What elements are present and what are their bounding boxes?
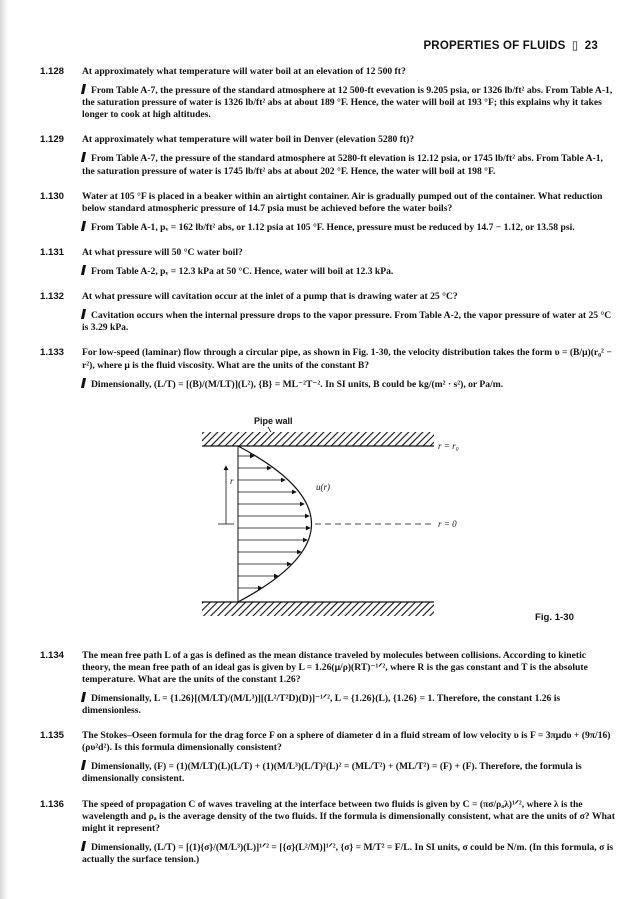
solution-marker-icon	[81, 152, 86, 162]
answer-text: From Table A-1, pᵥ = 162 lb/ft² abs, or 1.12 psia at 105 °F. Hence, pressure must be reduced by 14.7 − 1.12, or 13.58 psi.	[91, 221, 575, 233]
problem-answer	[82, 378, 615, 391]
solution-marker-icon	[81, 760, 86, 770]
solution-marker-icon	[81, 378, 86, 388]
solution-marker-icon	[81, 692, 86, 702]
problem-question: The mean free path L of a gas is defined as the mean distance traveled by molecules between collisions. According to kinetic theory, the mean free path of an ideal gas is given by L = 1.26(μ/ρ)(RT)⁻¹ᐟ², where R is the gas constant and T is the absolute temperature. What are the units of the constant 1.26?	[82, 649, 588, 685]
problem-question: For low-speed (laminar) flow through a circular pipe, as shown in Fig. 1-30, the velocity distribution takes the form υ = (B/μ)(r₀² − r²), where μ is the fluid viscosity. What are the units of the constant B?	[82, 347, 612, 371]
problem-answer	[82, 265, 615, 278]
answer-text: Dimensionally, (F) = (1)(M/LT)(L)(L/T) + (1)(M/L³)(L/T)²(L)² = (ML/T²) + (ML/T²) = (F) + (F). Therefore, the formula is dimensionally consistent.	[82, 761, 582, 785]
problem	[40, 247, 615, 278]
problem-number: 1.135	[40, 730, 65, 742]
pipe-flow-diagram	[40, 404, 615, 636]
center-radius-label: r = 0	[438, 518, 457, 529]
answer-text: From Table A-7, the pressure of the standard atmosphere at 12 500-ft evevation is 9.205 psia, or 1326 lb/ft² abs. From Table A-1, the saturation pressure of water is 1326 lb/ft² abs at about 189 °F. Hence, the water will boil at 193 °F; this explains why it takes longer to cook at high altitudes.	[82, 85, 613, 121]
solution-marker-icon	[81, 265, 86, 275]
problem-question: The Stokes–Oseen formula for the drag force F on a sphere of diameter d in a fluid stream of low velocity υ is F = 3πμdυ + (9π/16)(ρυ²d²). Is this formula dimensionally consistent?	[82, 730, 611, 754]
problem	[40, 650, 615, 717]
problem	[40, 291, 615, 334]
problem	[40, 191, 615, 234]
answer-text: From Table A-2, pᵥ = 12.3 kPa at 50 °C. Hence, water will boil at 12.3 kPa.	[91, 266, 394, 278]
problem-question: Water at 105 °F is placed in a beaker within an airtight container. Air is gradually pumped out of the container. What reduction below standard atmospheric pressure of 14.7 psia must be achieved before the water boils?	[82, 190, 603, 214]
solution-marker-icon	[81, 309, 86, 319]
upper-pipe-wall	[202, 432, 434, 446]
page-header	[423, 38, 598, 52]
problem-question: The speed of propagation C of waves traveling at the interface between two fluids is given by C = (πσ/ρₐλ)¹ᐟ², where λ is the wavelength and ρₐ is the average density of the two fluids. If the formula is dimensionally consistent, what are the units of σ? What might it represent?	[82, 798, 615, 834]
problem-answer	[82, 760, 615, 785]
solution-marker-icon	[81, 84, 86, 94]
pipe-wall-label: Pipe wall	[254, 415, 293, 426]
problem	[40, 134, 615, 177]
velocity-label: u(r)	[316, 481, 330, 492]
running-title: PROPERTIES OF FLUIDS	[423, 40, 566, 52]
answer-text: Cavitation occurs when the internal pressure drops to the vapor pressure. From Table A-2, the vapor pressure of water at 25 °C is 3.29 kPa.	[82, 310, 612, 334]
problems-section	[40, 66, 615, 879]
problem-question: At approximately what temperature will water boil at an elevation of 12 500 ft?	[82, 66, 406, 77]
problem-answer	[82, 692, 615, 717]
problem-number: 1.133	[40, 347, 65, 359]
page-number: 23	[584, 40, 598, 52]
problem	[40, 66, 615, 121]
problem-number: 1.128	[40, 66, 65, 77]
problem-answer	[82, 84, 615, 121]
lower-pipe-wall	[202, 602, 434, 616]
figure-caption: Fig. 1-30	[535, 611, 574, 623]
header-separator-icon: ▯	[571, 40, 579, 52]
answer-text: Dimensionally, (L/T) = [(B)/(M/LT)](L²), {B} = ML⁻²T⁻². In SI units, B could be kg/(m² · s²), or Pa/m.	[91, 378, 504, 390]
answer-text: From Table A-7, the pressure of the standard atmosphere at 5280-ft elevation is 12.12 psia, or 1745 lb/ft² abs. From Table A-1, the saturation pressure of water is 1745 lb/ft² abs at about 202 °F. Hence, the water will boil at 198 °F.	[82, 153, 603, 177]
answer-text: Dimensionally, (L/T) = [(1){σ}/(M/L³)(L)]¹ᐟ² = [{σ}(L²/M)]¹ᐟ², {σ} = M/T² = F/L. In SI units, σ could be N/m. (In this formula, σ is actually the surface tension.)	[82, 841, 614, 865]
wall-radius-label: r = r₀	[438, 440, 459, 451]
velocity-arrows	[238, 456, 310, 588]
solution-marker-icon	[81, 221, 86, 231]
pipe-flow-figure	[40, 404, 615, 636]
page-binding-edge	[0, 0, 8, 899]
solution-marker-icon	[81, 841, 86, 851]
radius-label: r	[230, 475, 234, 486]
problem-question: At what pressure will 50 °C water boil?	[82, 246, 243, 258]
problem-question: At what pressure will cavitation occur at the inlet of a pump that is drawing water at 25 °C?	[82, 291, 458, 303]
problem	[40, 799, 615, 866]
velocity-profile-curve	[238, 446, 312, 602]
problem-answer	[82, 152, 615, 177]
problem-answer	[82, 309, 615, 334]
problem-question: At approximately what temperature will water boil in Denver (elevation 5280 ft)?	[82, 134, 415, 146]
problem-number: 1.136	[40, 798, 65, 810]
problem-number: 1.131	[40, 246, 65, 258]
problem-number: 1.132	[40, 291, 65, 303]
problem	[40, 347, 615, 390]
problem-number: 1.134	[40, 649, 65, 661]
problem	[40, 730, 615, 785]
problem-answer	[82, 841, 615, 866]
problem-number: 1.130	[40, 190, 65, 202]
answer-text: Dimensionally, L = {1.26}[(M/LT)/(M/L³)][(L²/T²D)(D)]⁻¹ᐟ², L = {1.26}(L), {1.26} = 1. Therefore, the constant 1.26 is dimensionless.	[82, 692, 561, 717]
problem-answer	[82, 221, 615, 234]
problem-number: 1.129	[40, 134, 65, 146]
